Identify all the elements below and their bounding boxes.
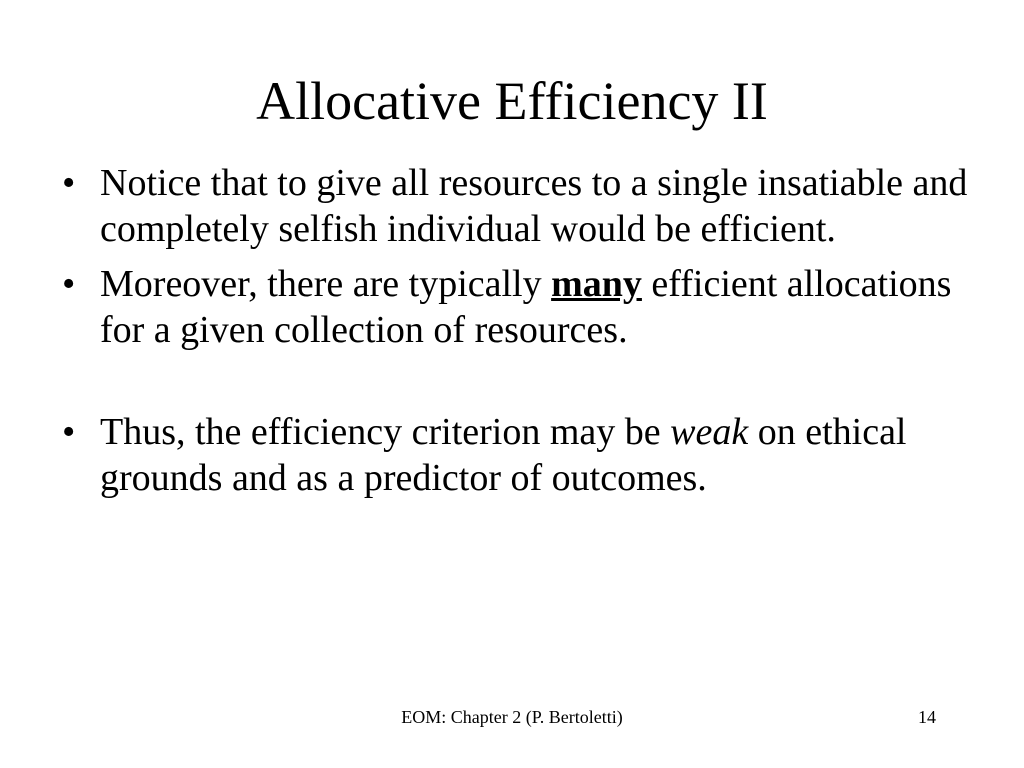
- slide-title: Allocative Efficiency II: [256, 71, 768, 131]
- bullet-list: [62, 160, 982, 501]
- bullet-marker: •: [62, 411, 76, 453]
- bullet-item: [62, 261, 982, 353]
- emphasis-weak: weak: [670, 411, 749, 453]
- bullet-text: [100, 411, 907, 499]
- bullet-item: [62, 160, 982, 252]
- bullet-marker: •: [62, 162, 76, 204]
- bullet-marker: •: [62, 263, 76, 305]
- page-number: 14: [918, 707, 936, 727]
- bullet-text-before: Thus, the efficiency criterion may be: [100, 411, 671, 453]
- bullet-item: [62, 409, 982, 501]
- bullet-text-after: efficient allocations for a given collection of resources.: [100, 263, 952, 351]
- bullet-text: [100, 263, 951, 351]
- bullet-text-after: on ethical grounds and as a predictor of outcomes.: [100, 411, 907, 499]
- bullet-text-before: Moreover, there are typically: [100, 263, 552, 305]
- footer-text: EOM: Chapter 2 (P. Bertoletti): [401, 707, 623, 727]
- bullet-text: Notice that to give all resources to a single insatiable and completely selfish individual would be efficient.: [100, 162, 968, 250]
- emphasis-many: many: [551, 263, 642, 305]
